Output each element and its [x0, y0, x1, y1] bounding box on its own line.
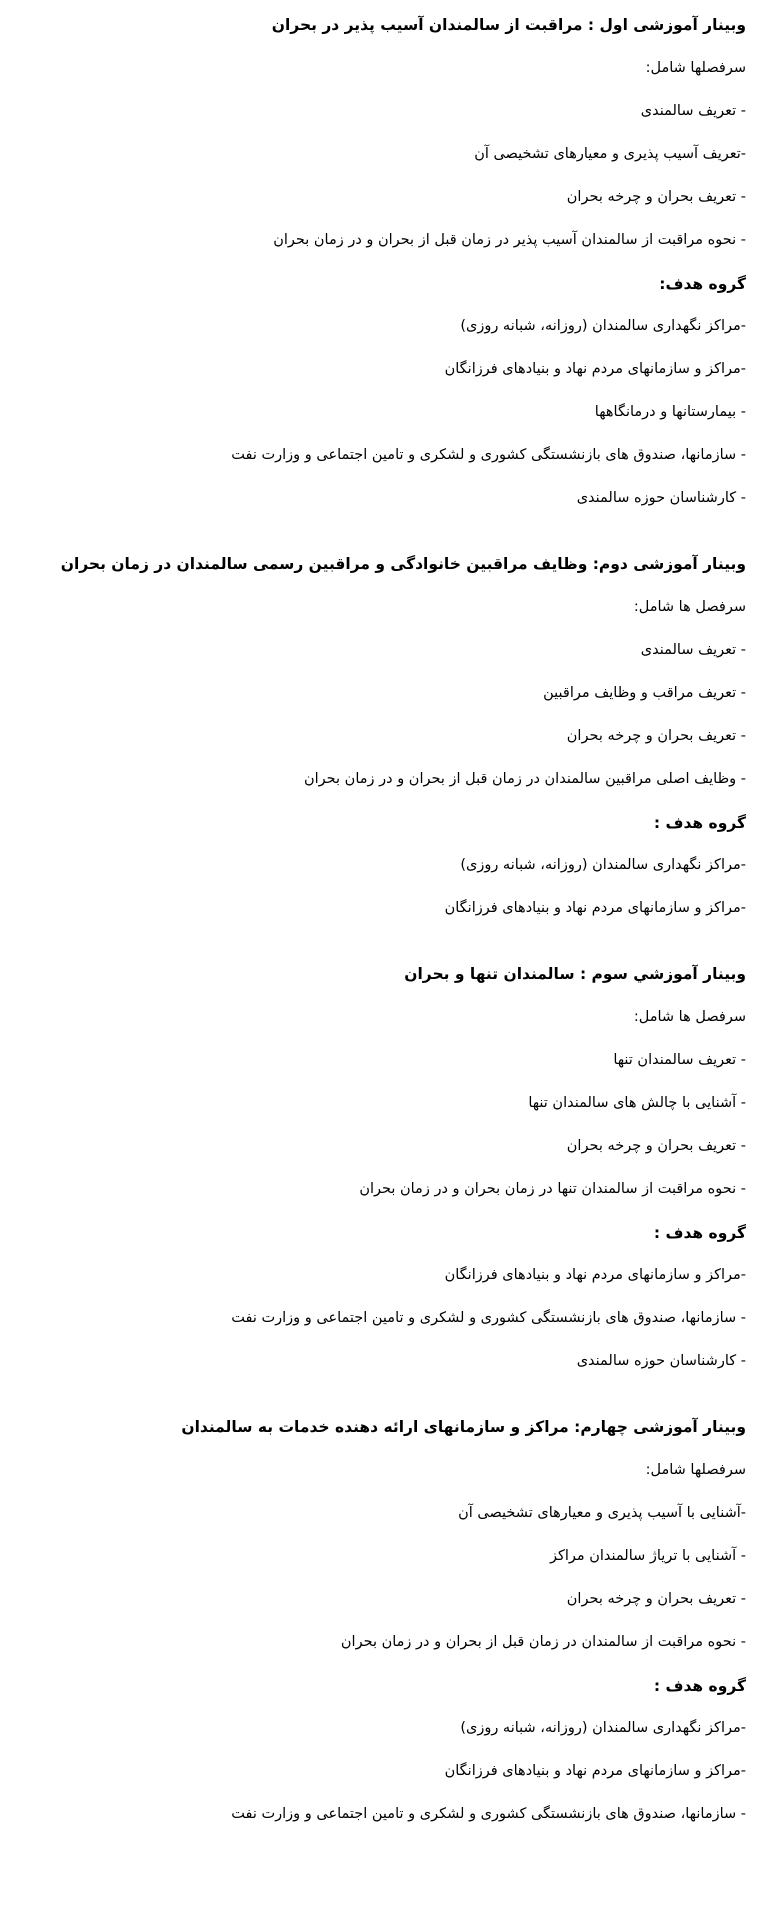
section-intro: سرفصلها شامل:	[645, 1462, 746, 1478]
target-item: -مراکز نگهداری سالمندان (روزانه، شبانه روزی)	[460, 857, 746, 873]
target-item: - کارشناسان حوزه سالمندی	[576, 1353, 746, 1369]
topic-item: - نحوه مراقبت از سالمندان آسیب پذیر در زمان قبل از بحران و در زمان بحران	[273, 232, 746, 248]
target-item: - سازمانها، صندوق های بازنشستگی کشوری و لشکری و تامین اجتماعی و وزارت نفت	[231, 447, 746, 463]
section-title: وبینار آموزشی چهارم: مراکز و سازمانهای ارائه دهنده خدمات به سالمندان	[181, 1418, 746, 1436]
topic-item: - تعریف مراقب و وظایف مراقبین	[543, 685, 746, 701]
topic-item: - نحوه مراقبت از سالمندان در زمان قبل از بحران و در زمان بحران	[340, 1634, 746, 1650]
webinar-section-3	[20, 963, 746, 1372]
topic-item: - تعریف بحران و چرخه بحران	[566, 1591, 746, 1607]
topic-item: - تعریف بحران و چرخه بحران	[566, 728, 746, 744]
target-item: - بیمارستانها و درمانگاهها	[594, 404, 746, 420]
webinar-section-2	[20, 553, 746, 919]
target-group-label: گروه هدف:	[659, 275, 746, 293]
topic-item: - نحوه مراقبت از سالمندان تنها در زمان بحران و در زمان بحران	[359, 1181, 746, 1197]
target-item: -مراکز و سازمانهای مردم نهاد و بنیادهای فرزانگان	[444, 1763, 746, 1779]
target-item: - کارشناسان حوزه سالمندی	[576, 490, 746, 506]
section-title: وبینار آموزشی دوم: وظایف مراقبین خانوادگی و مراقبین رسمی سالمندان در زمان بحران	[60, 555, 746, 573]
section-title: وبینار آموزشي سوم : سالمندان تنها و بحران	[404, 965, 746, 983]
topic-item: - تعریف سالمندی	[640, 103, 746, 119]
target-item: -مراکز نگهداری سالمندان (روزانه، شبانه روزی)	[460, 1720, 746, 1736]
topic-item: - آشنایی با تریاژ سالمندان مراکز	[549, 1548, 746, 1564]
section-title: وبینار آموزشی اول : مراقبت از سالمندان آسیب پذیر در بحران	[271, 16, 746, 34]
target-item: -مراکز و سازمانهای مردم نهاد و بنیادهای فرزانگان	[444, 900, 746, 916]
target-group-label: گروه هدف :	[653, 1677, 746, 1695]
target-item: -مراکز و سازمانهای مردم نهاد و بنیادهای فرزانگان	[444, 361, 746, 377]
target-item: - سازمانها، صندوق های بازنشستگی کشوری و لشکری و تامین اجتماعی و وزارت نفت	[231, 1806, 746, 1822]
topic-item: -آشنایی با آسیب پذیری و معیارهای تشخیصی آن	[458, 1505, 746, 1521]
target-group-label: گروه هدف :	[653, 1224, 746, 1242]
topic-item: - وظایف اصلی مراقبین سالمندان در زمان قبل از بحران و در زمان بحران	[304, 771, 746, 787]
topic-item: - تعریف سالمندی	[640, 642, 746, 658]
target-item: - سازمانها، صندوق های بازنشستگی کشوری و لشکری و تامین اجتماعی و وزارت نفت	[231, 1310, 746, 1326]
webinar-section-1	[20, 14, 746, 509]
section-intro: سرفصل ها شامل:	[633, 1009, 746, 1025]
topic-item: -تعریف آسیب پذیری و معیارهای تشخیصی آن	[474, 146, 746, 162]
target-item: -مراکز و سازمانهای مردم نهاد و بنیادهای فرزانگان	[444, 1267, 746, 1283]
section-intro: سرفصل ها شامل:	[633, 599, 746, 615]
topic-item: - تعریف بحران و چرخه بحران	[566, 1138, 746, 1154]
topic-item: - تعریف بحران و چرخه بحران	[566, 189, 746, 205]
topic-item: - آشنایی با چالش های سالمندان تنها	[528, 1095, 746, 1111]
target-item: -مراکز نگهداری سالمندان (روزانه، شبانه روزی)	[460, 318, 746, 334]
topic-item: - تعریف سالمندان تنها	[613, 1052, 746, 1068]
webinar-section-4	[20, 1416, 746, 1825]
target-group-label: گروه هدف :	[653, 814, 746, 832]
section-intro: سرفصلها شامل:	[645, 60, 746, 76]
